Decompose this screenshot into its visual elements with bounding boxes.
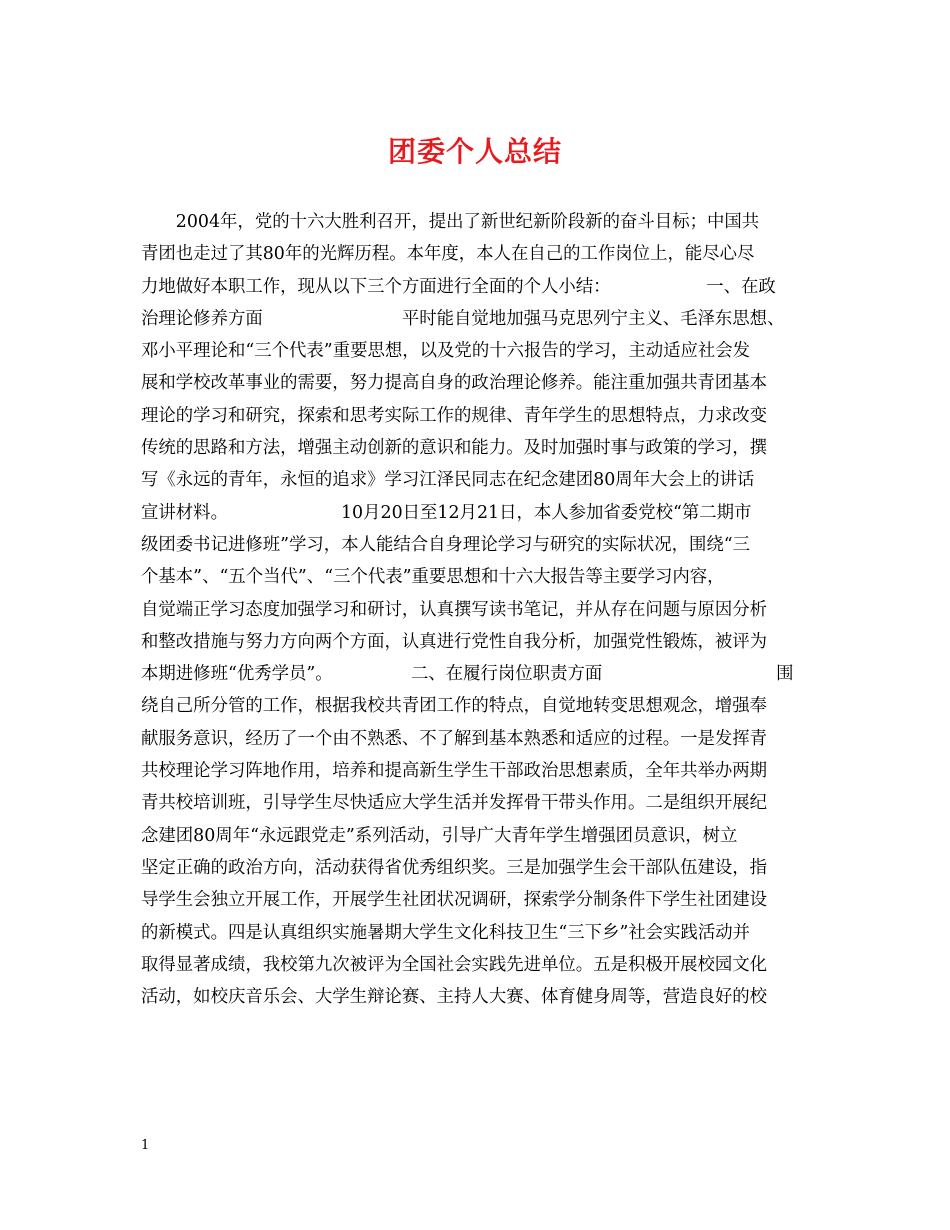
- body-line: 写《永远的青年，永恒的追求》学习江泽民同志在纪念建团80周年大会上的讲话: [141, 470, 755, 491]
- body-line: 本期进修班“优秀学员”。 二、在履行岗位职责方面 围: [141, 664, 794, 685]
- body-line: 和整改措施与努力方向两个方面，认真进行党性自我分析，加强党性锻炼，被评为: [141, 631, 768, 652]
- body-line: 坚定正确的政治方向，活动获得省优秀组织奖。三是加强学生会干部队伍建设，指: [141, 857, 768, 878]
- body-line: 2004年，党的十六大胜利召开，提出了新世纪新阶段新的奋斗目标；中国共: [141, 212, 760, 232]
- body-line: 活动，如校庆音乐会、大学生辩论赛、主持人大赛、体育健身周等，营造良好的校: [141, 987, 768, 1008]
- body-line: 青团也走过了其80年的光辉历程。本年度，本人在自己的工作岗位上，能尽心尽: [141, 244, 755, 265]
- page-number: 1: [141, 1138, 150, 1153]
- body-line: 取得显著成绩，我校第九次被评为全国社会实践先进单位。五是积极开展校园文化: [141, 954, 768, 975]
- document-title: 团委个人总结: [387, 135, 562, 168]
- body-line: 力地做好本职工作，现从以下三个方面进行全面的个人小结： 一、在政: [141, 276, 776, 297]
- body-line: 念建团80周年“永远跟党走”系列活动，引导广大青年学生增强团员意识，树立: [141, 825, 738, 846]
- body-line: 绕自己所分管的工作，根据我校共青团工作的特点，自觉地转变思想观念，增强奉: [141, 696, 768, 717]
- body-line: 级团委书记进修班”学习，本人能结合自身理论学习与研究的实际状况，围绕“三: [141, 534, 751, 555]
- body-line: 献服务意识，经历了一个由不熟悉、不了解到基本熟悉和适应的过程。一是发挥青: [141, 728, 768, 749]
- body-line: 导学生会独立开展工作，开展学生社团状况调研，探索学分制条件下学生社团建设: [141, 890, 768, 911]
- body-line: 治理论修养方面 平时能自觉地加强马克思列宁主义、毛泽东思想、: [141, 308, 785, 329]
- body-line: 共校理论学习阵地作用，培养和提高新生学生干部政治思想素质，全年共举办两期: [141, 761, 768, 782]
- body-line: 自觉端正学习态度加强学习和研讨，认真撰写读书笔记，并从存在问题与原因分析: [141, 599, 768, 620]
- body-line: 宣讲材料。 10月20日至12月21日，本人参加省委党校“第二期市: [141, 502, 752, 523]
- body-line: 青共校培训班，引导学生尽快适应大学生活并发挥骨干带头作用。二是组织开展纪: [141, 793, 768, 814]
- body-line: 个基本”、“五个当代”、“三个代表”重要思想和十六大报告等主要学习内容，: [141, 567, 725, 588]
- body-line: 理论的学习和研究，探索和思考实际工作的规律、青年学生的思想特点，力求改变: [141, 405, 768, 426]
- document-body: [141, 206, 813, 1013]
- body-line: 传统的思路和方法，增强主动创新的意识和能力。及时加强时事与政策的学习，撰: [141, 438, 768, 459]
- body-line: 邓小平理论和“三个代表”重要思想，以及党的十六报告的学习，主动适应社会发: [141, 341, 751, 362]
- body-line: 的新模式。四是认真组织实施暑期大学生文化科技卫生“三下乡”社会实践活动并: [141, 922, 751, 943]
- body-line: 展和学校改革事业的需要，努力提高自身的政治理论修养。能注重加强共青团基本: [141, 373, 768, 394]
